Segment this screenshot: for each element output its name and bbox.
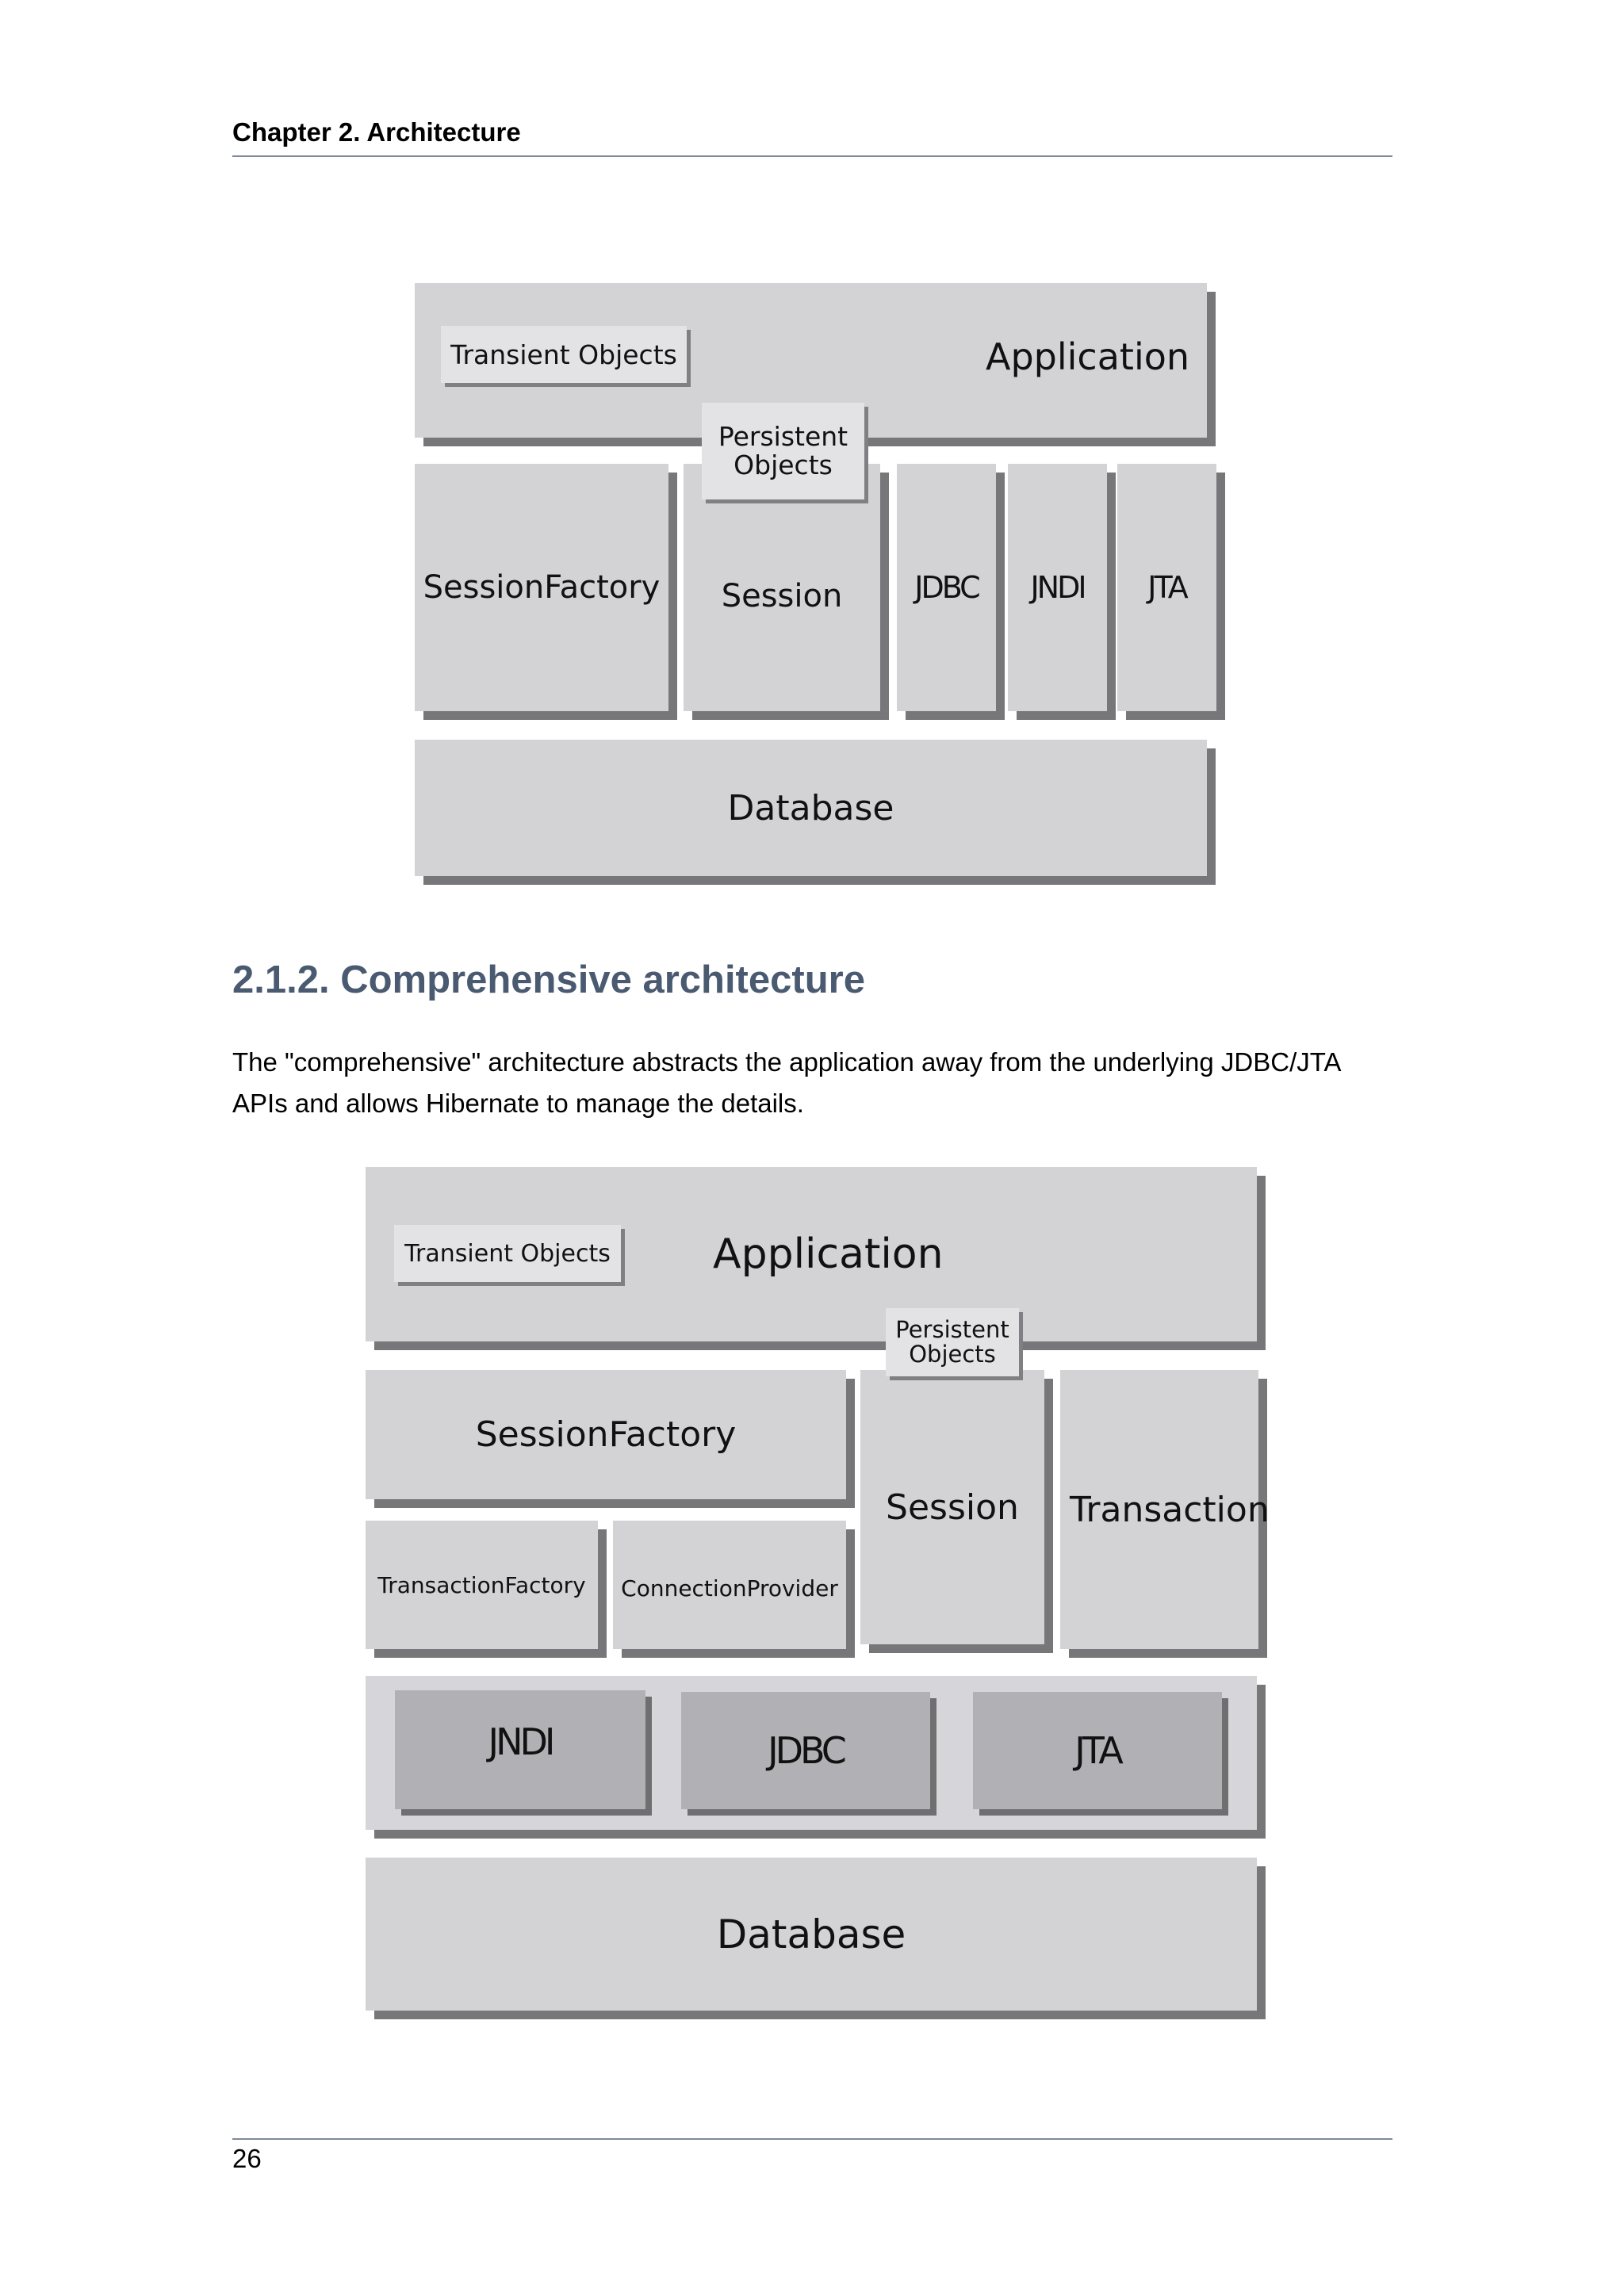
persistent-objects-box: Persistent Objects [886, 1308, 1019, 1376]
persistent-objects-box: Persistent Objects [702, 403, 864, 499]
database-box: Database [366, 1858, 1257, 2011]
transient-objects-box: Transient Objects [441, 326, 687, 383]
jdbc-box: JDBC [897, 464, 996, 711]
running-header: Chapter 2. Architecture [232, 117, 521, 147]
jndi-box: JNDI [395, 1690, 645, 1809]
jta-box: JTA [973, 1692, 1222, 1809]
section-title: 2.1.2. Comprehensive architecture [232, 959, 865, 1001]
session-box: Session [684, 464, 880, 711]
transaction-factory-box: TransactionFactory [366, 1521, 598, 1649]
application-label: Application [713, 1230, 944, 1278]
jndi-box: JNDI [1008, 464, 1107, 711]
application-label: Application [986, 335, 1190, 378]
footer-rule [232, 2138, 1392, 2140]
session-factory-box: SessionFactory [415, 464, 668, 711]
session-factory-box: SessionFactory [366, 1370, 846, 1499]
page-number: 26 [232, 2144, 262, 2173]
database-box: Database [415, 740, 1207, 876]
section-paragraph: The "comprehensive" architecture abstracts the application away from the underlying JDBC/JTA APIs and allows Hibernate to manage the details. [232, 1047, 1340, 1118]
transaction-box: Transaction [1060, 1370, 1258, 1649]
header-rule [232, 155, 1392, 157]
session-box: Session [860, 1370, 1044, 1644]
jta-box: JTA [1117, 464, 1216, 711]
transient-objects-box: Transient Objects [394, 1225, 621, 1282]
jdbc-box: JDBC [681, 1692, 930, 1809]
connection-provider-box: ConnectionProvider [613, 1521, 846, 1649]
